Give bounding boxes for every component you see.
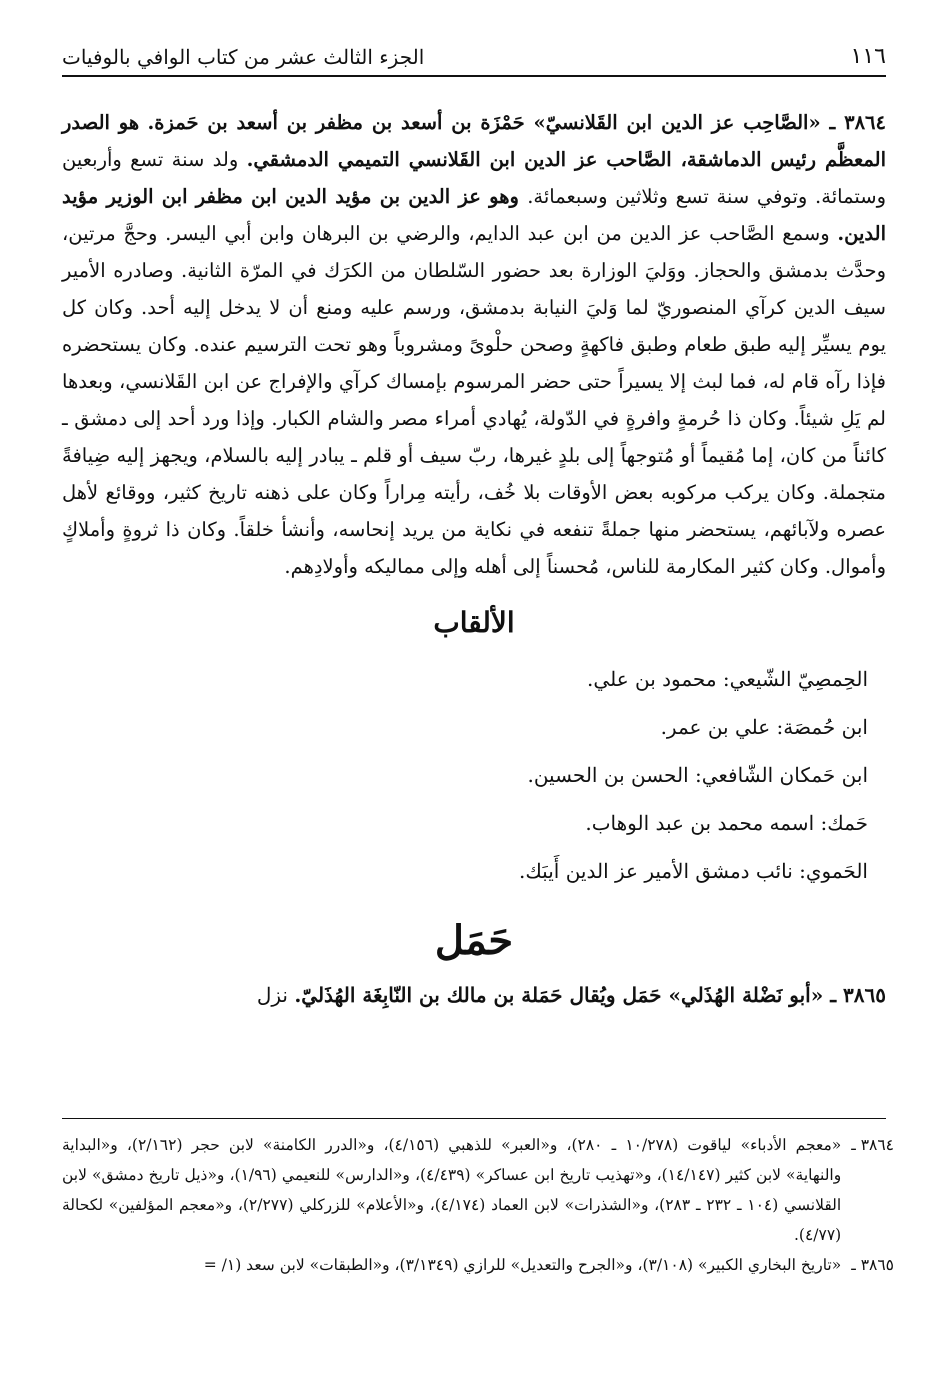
letter-heading: حَمَل (434, 917, 514, 964)
footnote-text: «معجم الأدباء» لياقوت (١٠/٢٧٨ ـ ٢٨٠)، و«العبر» للذهبي (٤/١٥٦)، و«الدرر الكامنة» لابن حجر (٢/١٦٢)، و«البداية والنهاية» لابن كثير (١٤/١٤٧)، و«تهذيب تاريخ ابن عساكر» (٤/٤٣٩)، و«الدارس» للنعيمي (١/٩٦)، و«ذيل تاريخ دمشق» لابن القلانسي (١٠٤ ـ ٢٣٢ ـ ٢٨٣)، و«الشذرات» لابن العماد (٤/١٧٤)، و«الأعلام» للزركلي (٢/٢٧٧)، و«معجم المؤلفين» لكحالة (٤/٧٧). (62, 1136, 842, 1244)
footnote-text: «تاريخ البخاري الكبير» (٣/١٠٨)، و«الجرح والتعديل» للرازي (٣/١٣٤٩)، و«الطبقات» لابن سعد (١/ = (203, 1256, 842, 1274)
list-item: ابن حَمكان الشّافعي: الحسن بن الحسين. (527, 763, 868, 787)
page-number: ١١٦ (850, 44, 886, 69)
alqab-list (62, 655, 886, 895)
entry-3864-birth-death: ولد سنة تسع وأربعين وستمائة. وتوفي سنة تسع وثلاثين وسبعمائة. (62, 148, 886, 208)
entry-3864-title: ٣٨٦٤ ـ «الصَّاحِب عز الدين ابن القَلانسيّ» حَمْزَة بن أسعد بن مظفر بن أسعد بن حَمزة. (147, 111, 887, 134)
entry-3864-biography: وسمع الصَّاحب عز الدين من ابن عبد الدايم، والرضي بن البرهان وابن أبي اليسر. وحجَّ مرتين، وحدَّث بدمشق والحجاز. ووَليَ الوزارة بعد حضور السّلطان من الكرَك في المرّة الثانية. وصادره الأمير سيف الدين كرآي المنصوريّ لما وَليَ النيابة بدمشق، ورسم عليه ومنع أن لا يدخل إليه أحد. وكان كل يوم يسيِّر إليه طبق طعام وطبق فاكهةٍ وصحن حلْوىً ومشروباً وهو تحت الترسيم عنده. وكان يستحضره فإذا رآه قام له، فما لبث إلا يسيراً حتى حضر المرسوم بإمساك كرآي والإفراج عن ابن القَلانسي، وبعدها لم يَلِ شيئاً. وكان ذا حُرمةٍ وافرةٍ في الدّولة، يُهادي أمراء مصر والشام الكبار. وإذا ورد أحد إلى دمشق ـ كائناً من كان، إما مُقيماً أو مُتوجهاً إلى بلدٍ غيرها، ربّ سيف أو قلم ـ يبادر إليه بالسلام، ويجهز إليه ضِيافةً متجملة. وكان يركب مركوبه بعض الأوقات بلا خُف، رأيته مِراراً وكان على ذهنه تاريخ كثير، ووقائع لأهل عصره ولآبائهم، يستحضر منها جملةً تنفعه في نكاية من يريد إنحاسه، وأنشأ خلقاً. وكان ذا ثروةٍ وأملاكٍ وأموال. وكان كثير المكارمة للناس، مُحسناً إلى أهله وإلى مماليكه وأولادِهم. (62, 222, 886, 578)
entry-3864-lineage: وهو عز الدين بن مؤيد الدين ابن مظفر ابن الوزير مؤيد الدين. (62, 185, 886, 245)
entry-3864-intro: هو الصدر المعظَّم رئيس الدماشقة، الصَّاحب عز الدين ابن القَلانسي التميمي الدمشقي. (62, 111, 886, 171)
footnote-3864 (62, 1130, 894, 1250)
entry-3865-text: نزل (256, 983, 295, 1007)
footnotes (62, 1130, 894, 1280)
alqab-heading: الألقاب (433, 606, 515, 639)
entry-3864 (62, 104, 886, 585)
list-item: الحِمصِيّ الشّيعي: محمود بن علي. (587, 667, 868, 691)
entry-3865 (62, 975, 886, 1015)
footnote-3865 (62, 1250, 894, 1280)
list-item: حَمك: اسمه محمد بن عبد الوهاب. (585, 811, 868, 835)
list-item: الحَموي: نائب دمشق الأمير عز الدين أَيبَك. (518, 859, 868, 883)
list-item: ابن حُمصَة: علي بن عمر. (660, 715, 868, 739)
running-title: الجزء الثالث عشر من كتاب الوافي بالوفيات (62, 45, 425, 69)
footnote-number: ٣٨٦٤ ـ (851, 1136, 894, 1154)
footnote-number: ٣٨٦٥ ـ (851, 1256, 894, 1274)
entry-3865-title: ٣٨٦٥ ـ «أبو نَضْلة الهُذَلي» حَمَل ويُقال حَمَلة بن مالك بن النّابِغَة الهُذَليّ. (294, 983, 886, 1007)
footnote-divider (62, 1118, 886, 1119)
page-header (62, 44, 886, 77)
main-text (62, 104, 886, 1015)
